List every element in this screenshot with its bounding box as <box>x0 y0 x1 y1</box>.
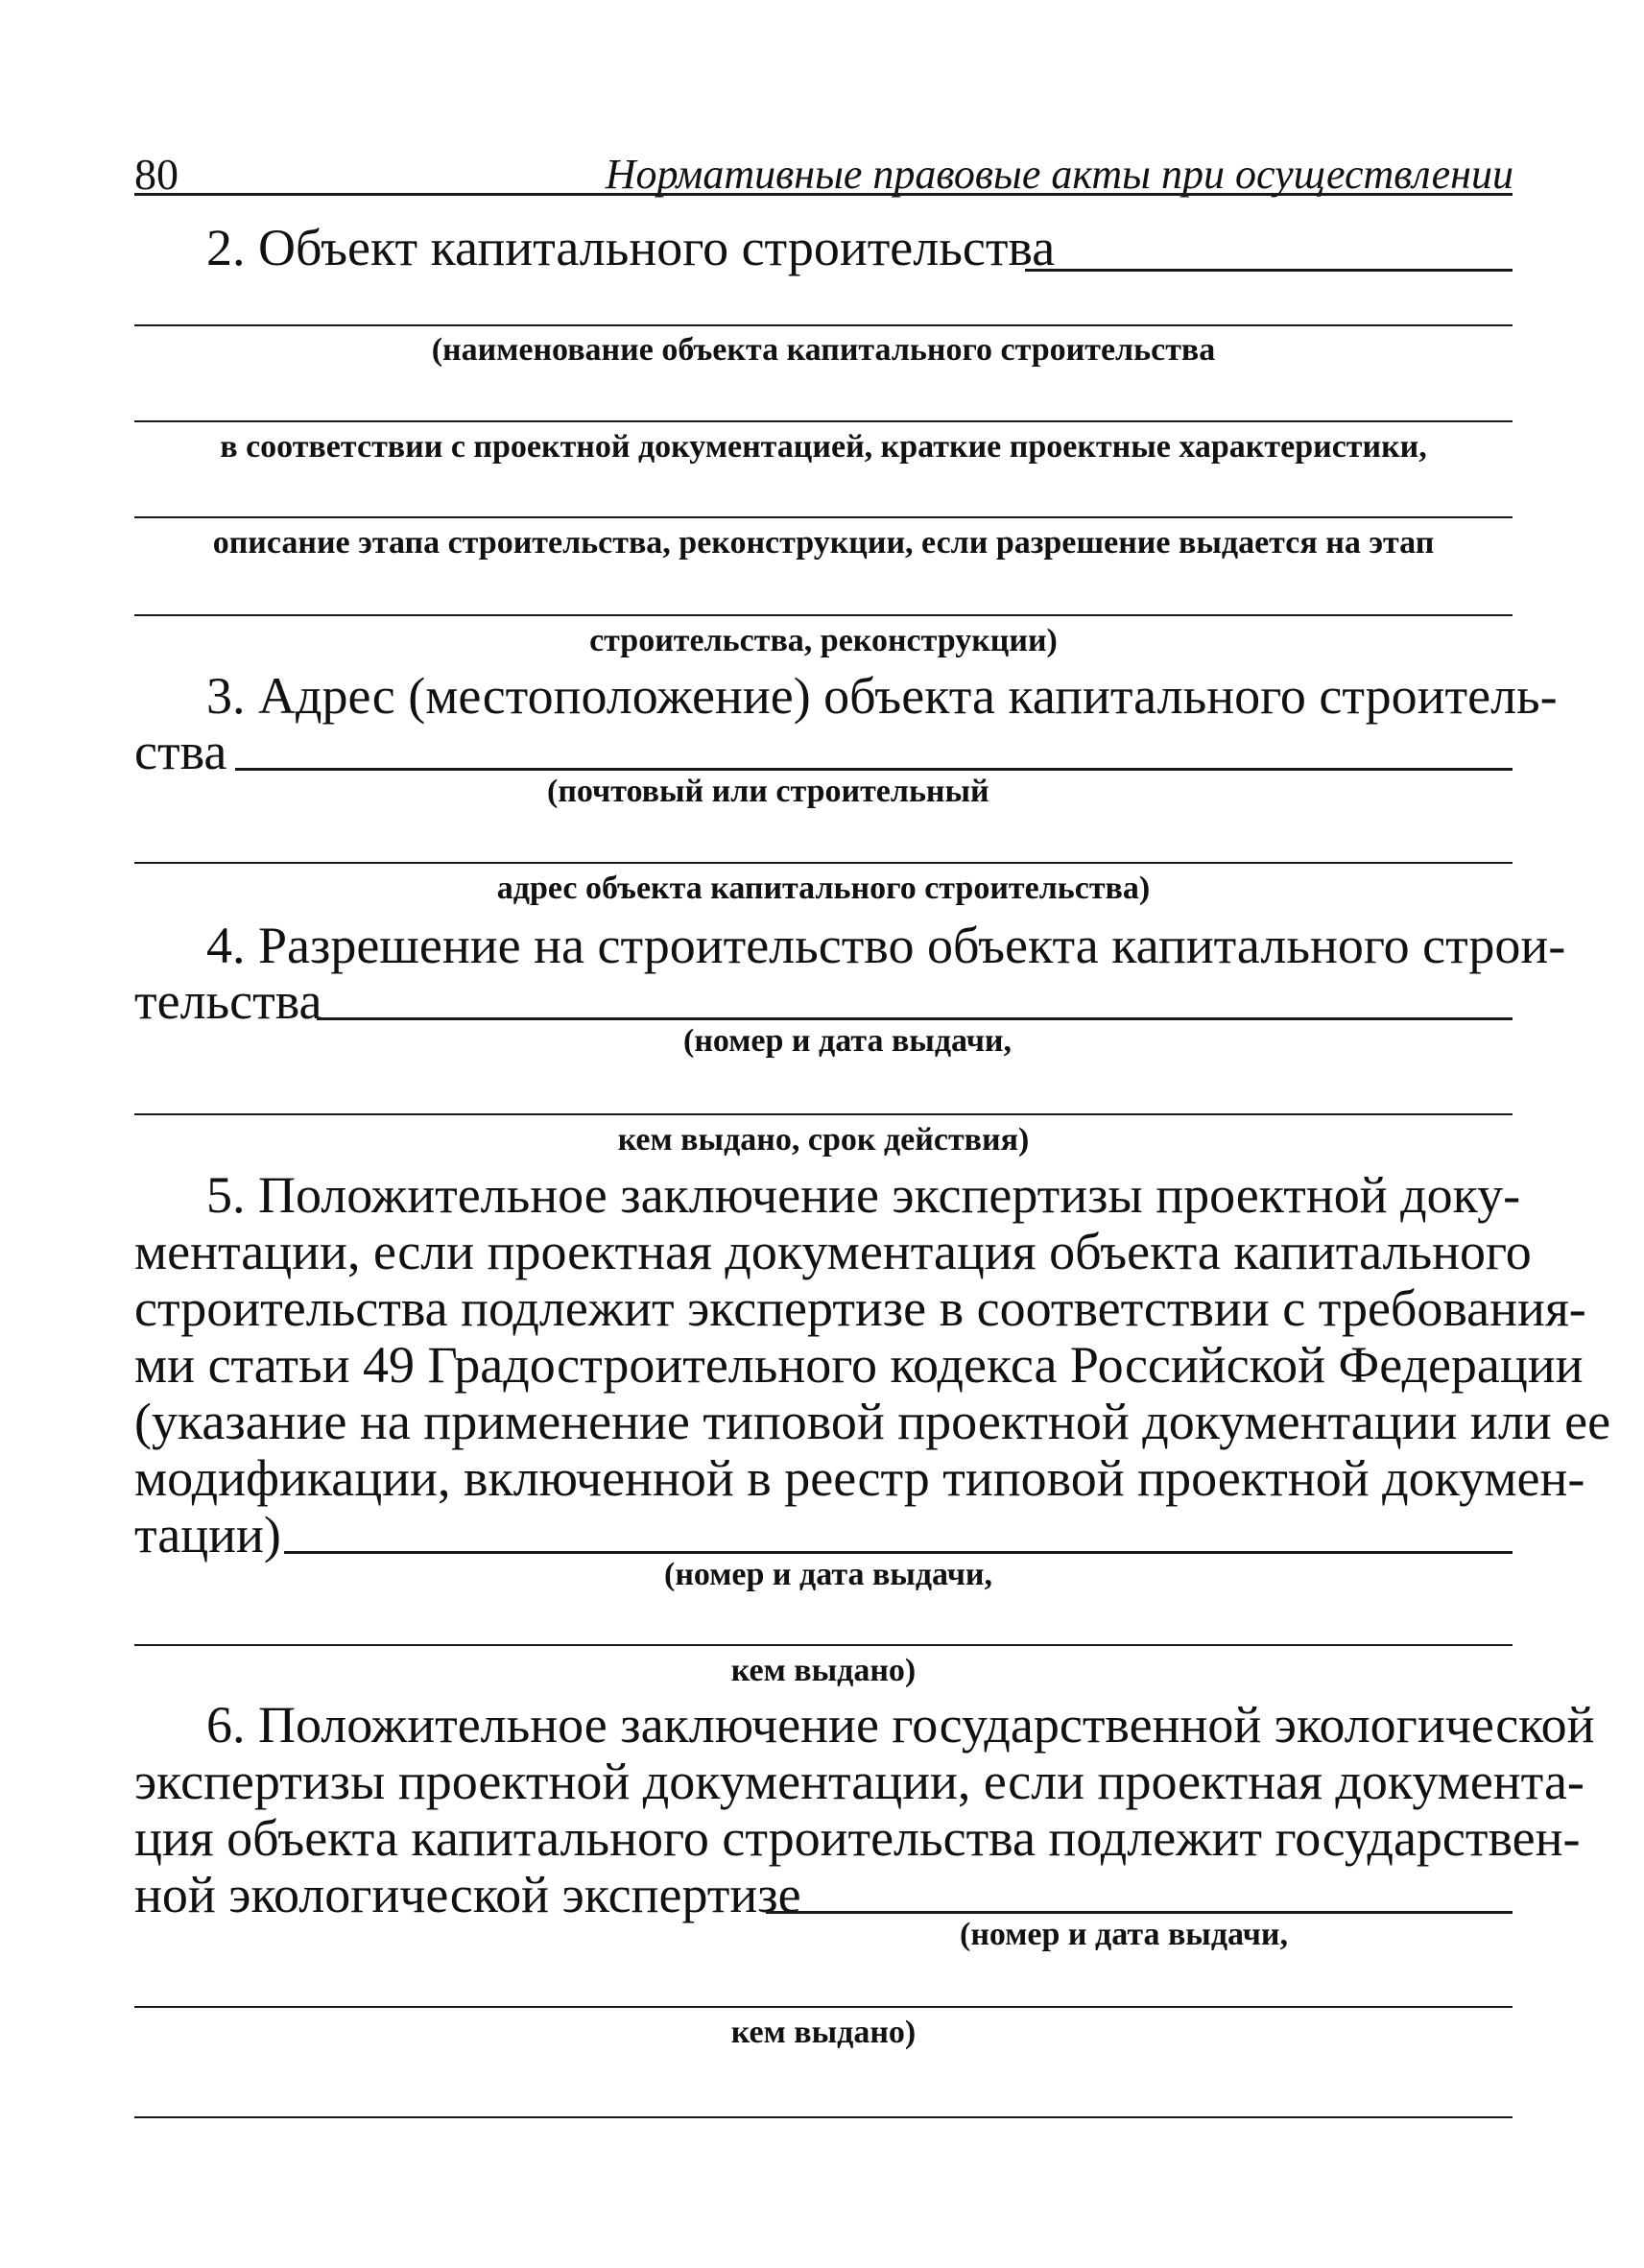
section-3-line-1: 3. Адрес (местоположение) объекта капитального строитель- <box>206 667 1558 725</box>
section-2-caption-2: в соответствии с проектной документацией, краткие проектные характеристики, <box>220 429 1427 465</box>
section-3-line-2: ства <box>134 723 227 780</box>
section-5-line-2: ментации, если проектная документация объекта капитального <box>134 1223 1532 1280</box>
section-2-caption-1: (наименование объекта капитального строительства <box>431 332 1216 368</box>
section-3-caption-2: адрес объекта капитального строительства) <box>496 871 1151 906</box>
section-5-caption-2: кем выдано) <box>730 1653 917 1688</box>
running-title: Нормативные правовые акты при осуществлении <box>605 151 1513 198</box>
section-4-line-2: тельства <box>134 972 322 1030</box>
section-2-caption-3: описание этапа строительства, реконструкции, если разрешение выдается на этап <box>212 525 1435 561</box>
section-6-caption-2: кем выдано) <box>730 2015 917 2050</box>
header-rule <box>134 193 1513 196</box>
section-6-caption-1: (номер и дата выдачи, <box>960 1917 1288 1952</box>
section-6-line-2: экспертизы проектной документации, если проектная документа- <box>134 1753 1584 1810</box>
section-4-line-1: 4. Разрешение на строительство объекта капитального строи- <box>206 917 1566 974</box>
section-3-caption-1: (почтовый или строительный <box>547 774 989 809</box>
section-2-line-2[interactable] <box>134 420 1513 422</box>
section-5-line-3: строительства подлежит экспертизе в соответствии с требования- <box>134 1279 1586 1337</box>
page-number: 80 <box>134 150 179 199</box>
section-4-input-line[interactable] <box>317 1017 1513 1020</box>
section-6-input-line[interactable] <box>766 1911 1513 1914</box>
section-6-line-4[interactable] <box>134 2006 1513 2008</box>
section-2-input-line[interactable] <box>1025 269 1513 272</box>
section-4-caption-2: кем выдано, срок действия) <box>617 1122 1030 1158</box>
section-2-title: 2. Объект капитального строительства <box>206 219 1056 276</box>
section-5-line-5: (указание на применение типовой проектной документации или ее <box>134 1393 1611 1450</box>
section-5-caption-1: (номер и дата выдачи, <box>664 1557 992 1592</box>
section-2-line-1[interactable] <box>134 324 1513 326</box>
section-6-line-1: 6. Положительное заключение государственной экологической <box>206 1696 1595 1754</box>
section-5-line-7[interactable] <box>134 1644 1513 1646</box>
section-5-line-4: ми статьи 49 Градостроительного кодекса Российской Федерации <box>134 1336 1584 1394</box>
section-3-input-line[interactable] <box>235 768 1513 771</box>
section-2-line-4[interactable] <box>134 614 1513 616</box>
section-5-line-1: 5. Положительное заключение экспертизы проектной доку- <box>206 1166 1521 1224</box>
section-5-last-line: тации) <box>134 1506 281 1564</box>
section-4-caption-1: (номер и дата выдачи, <box>683 1023 1012 1059</box>
section-2-line-3[interactable] <box>134 516 1513 518</box>
section-5-input-line[interactable] <box>284 1551 1513 1554</box>
section-6-last-line: ной экологической экспертизе <box>134 1866 801 1923</box>
section-6-line-5[interactable] <box>134 2116 1513 2118</box>
section-6-line-3: ция объекта капитального строительства подлежит государствен- <box>134 1809 1581 1867</box>
section-3-line-3[interactable] <box>134 862 1513 864</box>
section-5-line-6: модификации, включенной в реестр типовой проектной докумен- <box>134 1449 1585 1507</box>
section-4-line-3[interactable] <box>134 1113 1513 1115</box>
section-2-caption-4: строительства, реконструкции) <box>589 623 1058 658</box>
